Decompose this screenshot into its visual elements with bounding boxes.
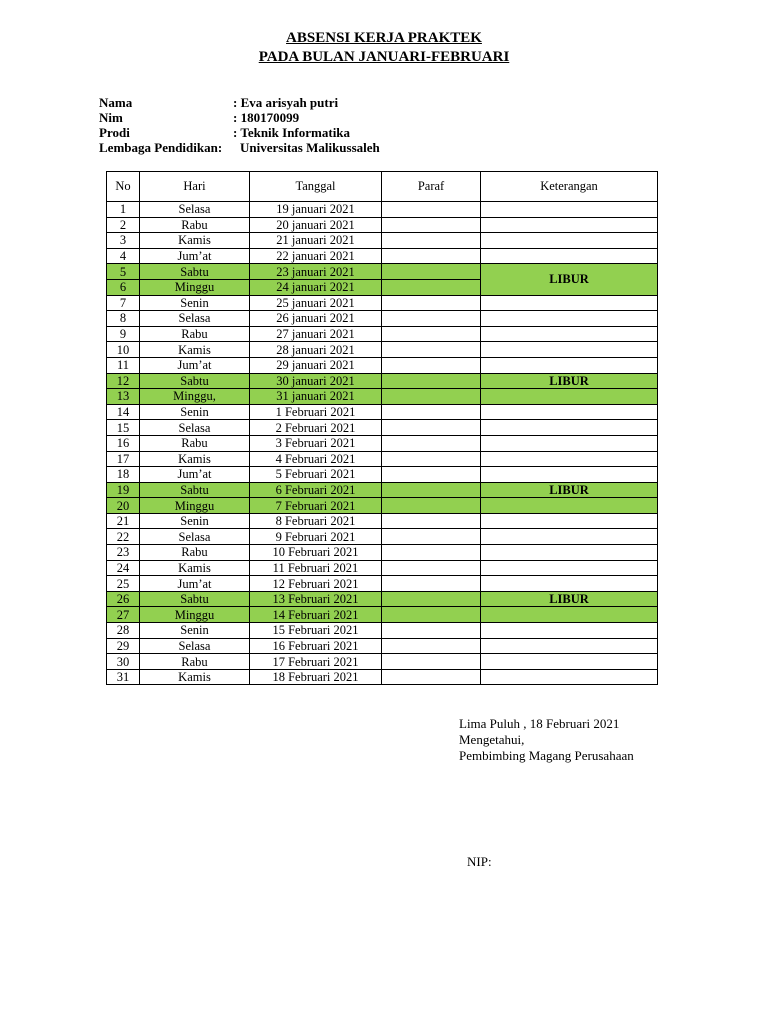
table-row <box>107 217 658 233</box>
table-row <box>107 264 658 280</box>
cell-hari: Sabtu <box>140 591 250 607</box>
cell-paraf <box>382 545 481 561</box>
cell-no: 7 <box>107 295 140 311</box>
table-row <box>107 623 658 639</box>
cell-no: 6 <box>107 279 140 295</box>
cell-paraf <box>382 217 481 233</box>
cell-no: 4 <box>107 248 140 264</box>
cell-paraf <box>382 669 481 685</box>
table-row <box>107 202 658 218</box>
cell-tanggal: 27 januari 2021 <box>250 326 382 342</box>
cell-no: 21 <box>107 513 140 529</box>
attendance-table <box>106 171 658 685</box>
cell-hari: Sabtu <box>140 482 250 498</box>
cell-hari: Selasa <box>140 529 250 545</box>
cell-hari: Kamis <box>140 342 250 358</box>
cell-hari: Kamis <box>140 560 250 576</box>
cell-paraf <box>382 498 481 514</box>
table-row <box>107 389 658 405</box>
cell-no: 1 <box>107 202 140 218</box>
cell-paraf <box>382 326 481 342</box>
info-value: Universitas Malikussaleh <box>240 140 380 155</box>
table-row <box>107 342 658 358</box>
cell-paraf <box>382 420 481 436</box>
cell-paraf <box>382 654 481 670</box>
info-label: Nama <box>99 95 133 110</box>
cell-tanggal: 24 januari 2021 <box>250 279 382 295</box>
sign-place-date: Lima Puluh , 18 Februari 2021 <box>459 716 620 731</box>
cell-keterangan: LIBUR <box>481 591 658 607</box>
header-paraf: Paraf <box>382 172 481 202</box>
cell-no: 31 <box>107 669 140 685</box>
cell-no: 25 <box>107 576 140 592</box>
cell-keterangan <box>481 529 658 545</box>
cell-hari: Selasa <box>140 202 250 218</box>
cell-no: 15 <box>107 420 140 436</box>
cell-tanggal: 1 Februari 2021 <box>250 404 382 420</box>
info-value: : Teknik Informatika <box>233 125 351 140</box>
cell-keterangan <box>481 357 658 373</box>
cell-hari: Kamis <box>140 669 250 685</box>
cell-no: 30 <box>107 654 140 670</box>
cell-paraf <box>382 529 481 545</box>
cell-hari: Selasa <box>140 638 250 654</box>
header-keterangan: Keterangan <box>481 172 658 202</box>
info-label: Lembaga Pendidikan: <box>99 140 223 155</box>
table-row <box>107 560 658 576</box>
document-subtitle: PADA BULAN JANUARI-FEBRUARI <box>258 49 510 65</box>
cell-no: 12 <box>107 373 140 389</box>
cell-tanggal: 10 Februari 2021 <box>250 545 382 561</box>
cell-hari: Kamis <box>140 451 250 467</box>
cell-tanggal: 7 Februari 2021 <box>250 498 382 514</box>
cell-no: 24 <box>107 560 140 576</box>
table-row <box>107 576 658 592</box>
cell-no: 16 <box>107 435 140 451</box>
table-row <box>107 591 658 607</box>
table-row <box>107 233 658 249</box>
cell-hari: Jum’at <box>140 248 250 264</box>
table-row <box>107 373 658 389</box>
cell-keterangan <box>481 217 658 233</box>
table-row <box>107 248 658 264</box>
cell-keterangan <box>481 233 658 249</box>
cell-paraf <box>382 591 481 607</box>
cell-no: 9 <box>107 326 140 342</box>
table-row <box>107 669 658 685</box>
table-row <box>107 607 658 623</box>
cell-keterangan <box>481 623 658 639</box>
table-row <box>107 311 658 327</box>
cell-keterangan <box>481 669 658 685</box>
cell-no: 3 <box>107 233 140 249</box>
info-label: Prodi <box>99 125 130 140</box>
cell-no: 22 <box>107 529 140 545</box>
cell-hari: Sabtu <box>140 373 250 389</box>
cell-paraf <box>382 576 481 592</box>
cell-paraf <box>382 435 481 451</box>
cell-hari: Senin <box>140 513 250 529</box>
cell-keterangan <box>481 404 658 420</box>
cell-paraf <box>382 638 481 654</box>
cell-hari: Senin <box>140 623 250 639</box>
cell-hari: Kamis <box>140 233 250 249</box>
cell-hari: Rabu <box>140 217 250 233</box>
cell-paraf <box>382 279 481 295</box>
cell-tanggal: 29 januari 2021 <box>250 357 382 373</box>
cell-tanggal: 13 Februari 2021 <box>250 591 382 607</box>
cell-tanggal: 23 januari 2021 <box>250 264 382 280</box>
cell-hari: Selasa <box>140 420 250 436</box>
cell-tanggal: 26 januari 2021 <box>250 311 382 327</box>
signature-block <box>459 716 634 764</box>
cell-tanggal: 25 januari 2021 <box>250 295 382 311</box>
cell-hari: Senin <box>140 295 250 311</box>
cell-no: 5 <box>107 264 140 280</box>
cell-paraf <box>382 482 481 498</box>
cell-keterangan <box>481 607 658 623</box>
cell-hari: Jum’at <box>140 467 250 483</box>
cell-hari: Rabu <box>140 435 250 451</box>
table-row <box>107 545 658 561</box>
cell-paraf <box>382 451 481 467</box>
cell-no: 26 <box>107 591 140 607</box>
cell-tanggal: 28 januari 2021 <box>250 342 382 358</box>
cell-paraf <box>382 389 481 405</box>
cell-paraf <box>382 560 481 576</box>
cell-keterangan <box>481 326 658 342</box>
cell-paraf <box>382 357 481 373</box>
cell-tanggal: 20 januari 2021 <box>250 217 382 233</box>
cell-keterangan <box>481 248 658 264</box>
cell-tanggal: 14 Februari 2021 <box>250 607 382 623</box>
table-row <box>107 529 658 545</box>
table-row <box>107 404 658 420</box>
cell-no: 23 <box>107 545 140 561</box>
cell-keterangan: LIBUR <box>481 482 658 498</box>
cell-paraf <box>382 311 481 327</box>
cell-paraf <box>382 607 481 623</box>
cell-paraf <box>382 513 481 529</box>
cell-no: 17 <box>107 451 140 467</box>
cell-paraf <box>382 342 481 358</box>
cell-hari: Jum’at <box>140 357 250 373</box>
cell-tanggal: 6 Februari 2021 <box>250 482 382 498</box>
table-row <box>107 420 658 436</box>
cell-hari: Minggu <box>140 607 250 623</box>
header-tanggal: Tanggal <box>250 172 382 202</box>
cell-hari: Minggu <box>140 498 250 514</box>
cell-tanggal: 18 Februari 2021 <box>250 669 382 685</box>
table-row <box>107 435 658 451</box>
cell-tanggal: 15 Februari 2021 <box>250 623 382 639</box>
cell-hari: Senin <box>140 404 250 420</box>
table-row <box>107 638 658 654</box>
cell-keterangan <box>481 342 658 358</box>
cell-keterangan <box>481 576 658 592</box>
sign-supervisor: Pembimbing Magang Perusahaan <box>459 748 634 763</box>
cell-tanggal: 12 Februari 2021 <box>250 576 382 592</box>
cell-hari: Sabtu <box>140 264 250 280</box>
table-row <box>107 357 658 373</box>
cell-paraf <box>382 373 481 389</box>
cell-tanggal: 17 Februari 2021 <box>250 654 382 670</box>
cell-no: 27 <box>107 607 140 623</box>
table-header-row <box>107 172 658 202</box>
cell-tanggal: 31 januari 2021 <box>250 389 382 405</box>
cell-keterangan <box>481 451 658 467</box>
cell-hari: Minggu, <box>140 389 250 405</box>
cell-tanggal: 9 Februari 2021 <box>250 529 382 545</box>
cell-keterangan <box>481 295 658 311</box>
header-no: No <box>107 172 140 202</box>
cell-hari: Selasa <box>140 311 250 327</box>
cell-no: 2 <box>107 217 140 233</box>
cell-keterangan <box>481 498 658 514</box>
table-row <box>107 482 658 498</box>
cell-tanggal: 2 Februari 2021 <box>250 420 382 436</box>
cell-no: 28 <box>107 623 140 639</box>
cell-tanggal: 19 januari 2021 <box>250 202 382 218</box>
cell-paraf <box>382 264 481 280</box>
cell-keterangan <box>481 545 658 561</box>
info-label: Nim <box>99 110 123 125</box>
cell-tanggal: 30 januari 2021 <box>250 373 382 389</box>
table-row <box>107 451 658 467</box>
cell-paraf <box>382 202 481 218</box>
cell-no: 13 <box>107 389 140 405</box>
nip-label: NIP: <box>467 854 492 869</box>
cell-paraf <box>382 233 481 249</box>
cell-tanggal: 4 Februari 2021 <box>250 451 382 467</box>
cell-keterangan <box>481 435 658 451</box>
cell-keterangan: LIBUR <box>481 264 658 295</box>
sign-acknowledged: Mengetahui, <box>459 732 525 747</box>
cell-no: 20 <box>107 498 140 514</box>
cell-no: 11 <box>107 357 140 373</box>
cell-no: 8 <box>107 311 140 327</box>
cell-hari: Jum’at <box>140 576 250 592</box>
cell-paraf <box>382 623 481 639</box>
document-title: ABSENSI KERJA PRAKTEK <box>286 30 482 46</box>
table-row <box>107 513 658 529</box>
cell-no: 18 <box>107 467 140 483</box>
cell-paraf <box>382 467 481 483</box>
table-row <box>107 654 658 670</box>
cell-keterangan <box>481 513 658 529</box>
cell-tanggal: 5 Februari 2021 <box>250 467 382 483</box>
cell-keterangan <box>481 467 658 483</box>
cell-keterangan <box>481 202 658 218</box>
cell-hari: Minggu <box>140 279 250 295</box>
cell-keterangan <box>481 311 658 327</box>
cell-no: 14 <box>107 404 140 420</box>
cell-paraf <box>382 295 481 311</box>
table-row <box>107 295 658 311</box>
cell-paraf <box>382 248 481 264</box>
cell-no: 10 <box>107 342 140 358</box>
info-value: : Eva arisyah putri <box>233 95 339 110</box>
cell-keterangan <box>481 389 658 405</box>
cell-hari: Rabu <box>140 654 250 670</box>
cell-keterangan <box>481 654 658 670</box>
cell-tanggal: 3 Februari 2021 <box>250 435 382 451</box>
cell-tanggal: 22 januari 2021 <box>250 248 382 264</box>
cell-hari: Rabu <box>140 545 250 561</box>
cell-tanggal: 21 januari 2021 <box>250 233 382 249</box>
cell-keterangan <box>481 638 658 654</box>
table-row <box>107 326 658 342</box>
cell-tanggal: 8 Februari 2021 <box>250 513 382 529</box>
table-row <box>107 467 658 483</box>
info-value: : 180170099 <box>233 110 300 125</box>
table-row <box>107 498 658 514</box>
cell-tanggal: 11 Februari 2021 <box>250 560 382 576</box>
cell-no: 29 <box>107 638 140 654</box>
cell-keterangan <box>481 420 658 436</box>
cell-paraf <box>382 404 481 420</box>
cell-keterangan <box>481 560 658 576</box>
cell-keterangan: LIBUR <box>481 373 658 389</box>
cell-hari: Rabu <box>140 326 250 342</box>
cell-no: 19 <box>107 482 140 498</box>
header-hari: Hari <box>140 172 250 202</box>
cell-tanggal: 16 Februari 2021 <box>250 638 382 654</box>
